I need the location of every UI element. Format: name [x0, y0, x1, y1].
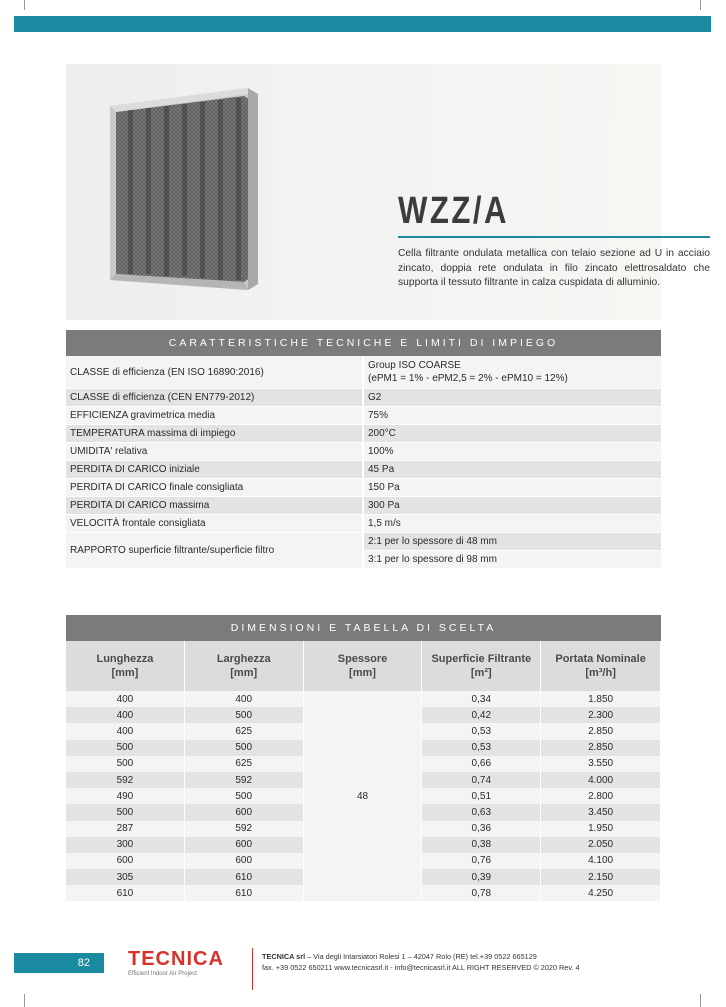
table-cell: 2.150	[541, 869, 661, 885]
table-cell: 2.300	[541, 707, 661, 723]
spec-value: 100%	[363, 443, 661, 461]
product-description: Cella filtrante ondulata metallica con telaio sezione ad U in acciaio zincato, doppia rete ondulata in filo zincato elettrosaldato che supporta il tessuto filtrante in calza cuspidata di alluminio.	[398, 248, 710, 288]
spec-value: 45 Pa	[363, 461, 661, 479]
table-cell: 400	[66, 723, 184, 739]
column-header: Larghezza [mm]	[184, 641, 303, 691]
table-row	[66, 461, 661, 479]
table-cell: 592	[66, 772, 184, 788]
product-title: WZZ/A	[398, 190, 509, 232]
spec-value: 150 Pa	[363, 479, 661, 497]
table-cell: 0,51	[422, 788, 541, 804]
table-cell: 2.850	[541, 723, 661, 739]
table-cell: 500	[184, 707, 303, 723]
table-cell: 625	[184, 723, 303, 739]
table-cell: 0,63	[422, 804, 541, 820]
table-cell: 305	[66, 869, 184, 885]
table-cell: 600	[184, 853, 303, 869]
table-cell: 300	[66, 837, 184, 853]
footer-divider	[252, 948, 253, 990]
logo-tagline: Efficient Indoor Air Project	[128, 971, 197, 977]
spec-value: 3:1 per lo spessore di 98 mm	[363, 551, 661, 569]
logo-text: TECNICA	[128, 948, 224, 970]
spec-value: Group ISO COARSE (ePM1 = 1% - ePM2,5 = 2% - ePM10 = 12%)	[363, 356, 661, 389]
table-cell: 4.100	[541, 853, 661, 869]
table-cell: 0,38	[422, 837, 541, 853]
table-cell: 0,42	[422, 707, 541, 723]
table-cell: 0,36	[422, 821, 541, 837]
table-row	[66, 356, 661, 389]
spec-value: G2	[363, 389, 661, 407]
table-cell: 592	[184, 821, 303, 837]
table-cell: 0,34	[422, 691, 541, 707]
dimensions-section-header: DIMENSIONI E TABELLA DI SCELTA	[66, 615, 661, 641]
company-name: TECNICA srl	[262, 952, 306, 961]
spec-value: 1,5 m/s	[363, 515, 661, 533]
table-row	[66, 691, 661, 707]
crop-mark	[24, 994, 25, 1007]
table-cell: 1.850	[541, 691, 661, 707]
footer-web: fax. +39 0522 650211 www.tecnicasrl.it - info@tecnicasrl.it ALL RIGHT RESERVED © 2020 Rev. 4	[262, 963, 580, 972]
table-cell: 610	[184, 885, 303, 901]
column-header: Spessore [mm]	[303, 641, 422, 691]
crop-mark	[700, 994, 701, 1007]
spec-value: 75%	[363, 407, 661, 425]
spessore-cell: 48	[303, 691, 422, 901]
table-cell: 0,39	[422, 869, 541, 885]
table-cell: 2.050	[541, 837, 661, 853]
specs-table	[66, 356, 661, 569]
table-header-row	[66, 641, 661, 691]
table-cell: 2.800	[541, 788, 661, 804]
spec-label: UMIDITA' relativa	[66, 443, 363, 461]
table-cell: 500	[66, 804, 184, 820]
filter-image	[98, 84, 268, 300]
spec-label: CLASSE di efficienza (CEN EN779-2012)	[66, 389, 363, 407]
table-row	[66, 533, 661, 551]
top-accent-bar	[14, 16, 711, 32]
column-header: Superficie Filtrante [m²]	[422, 641, 541, 691]
table-cell: 400	[66, 691, 184, 707]
table-row	[66, 497, 661, 515]
table-row	[66, 425, 661, 443]
column-header: Portata Nominale [m³/h]	[541, 641, 661, 691]
table-cell: 0,74	[422, 772, 541, 788]
dimensions-table	[66, 641, 661, 901]
table-row	[66, 443, 661, 461]
crop-mark	[24, 0, 25, 10]
table-cell: 500	[66, 740, 184, 756]
table-cell: 400	[184, 691, 303, 707]
table-cell: 500	[66, 756, 184, 772]
table-cell: 600	[66, 853, 184, 869]
specs-section-header: CARATTERISTICHE TECNICHE E LIMITI DI IMPIEGO	[66, 330, 661, 356]
table-cell: 610	[66, 885, 184, 901]
table-row	[66, 479, 661, 497]
table-cell: 287	[66, 821, 184, 837]
table-cell: 1.950	[541, 821, 661, 837]
spec-label: RAPPORTO superficie filtrante/superficie filtro	[66, 533, 363, 569]
table-cell: 500	[184, 740, 303, 756]
table-cell: 500	[184, 788, 303, 804]
spec-label: CLASSE di efficienza (EN ISO 16890:2016)	[66, 356, 363, 389]
filter-illustration	[98, 84, 268, 300]
table-cell: 2.850	[541, 740, 661, 756]
spec-label: PERDITA DI CARICO iniziale	[66, 461, 363, 479]
table-cell: 0,53	[422, 740, 541, 756]
spec-label: PERDITA DI CARICO massima	[66, 497, 363, 515]
table-cell: 600	[184, 837, 303, 853]
table-row	[66, 407, 661, 425]
table-cell: 4.000	[541, 772, 661, 788]
spec-label: VELOCITÀ frontale consigliata	[66, 515, 363, 533]
table-cell: 490	[66, 788, 184, 804]
spec-label: PERDITA DI CARICO finale consigliata	[66, 479, 363, 497]
table-cell: 400	[66, 707, 184, 723]
footer-address: – Via degli Intarsiatori Rolesi 1 – 42047 Rolo (RE) tel.+39 0522 665129	[305, 952, 537, 961]
table-row	[66, 515, 661, 533]
table-row	[66, 389, 661, 407]
spec-label: TEMPERATURA massima di impiego	[66, 425, 363, 443]
table-cell: 592	[184, 772, 303, 788]
table-cell: 0,76	[422, 853, 541, 869]
crop-mark	[700, 0, 701, 10]
table-cell: 0,66	[422, 756, 541, 772]
spec-value: 300 Pa	[363, 497, 661, 515]
table-cell: 600	[184, 804, 303, 820]
table-cell: 610	[184, 869, 303, 885]
table-cell: 0,53	[422, 723, 541, 739]
spec-value: 2:1 per lo spessore di 48 mm	[363, 533, 661, 551]
spec-value: 200°C	[363, 425, 661, 443]
table-cell: 625	[184, 756, 303, 772]
company-logo	[128, 949, 224, 977]
column-header: Lunghezza [mm]	[66, 641, 184, 691]
table-cell: 4.250	[541, 885, 661, 901]
product-hero	[66, 64, 710, 320]
title-underline	[398, 236, 710, 238]
page-number: 82	[14, 953, 104, 973]
footer-contact	[262, 951, 580, 973]
table-cell: 3.450	[541, 804, 661, 820]
table-cell: 3.550	[541, 756, 661, 772]
spec-label: EFFICIENZA gravimetrica media	[66, 407, 363, 425]
table-cell: 0,78	[422, 885, 541, 901]
